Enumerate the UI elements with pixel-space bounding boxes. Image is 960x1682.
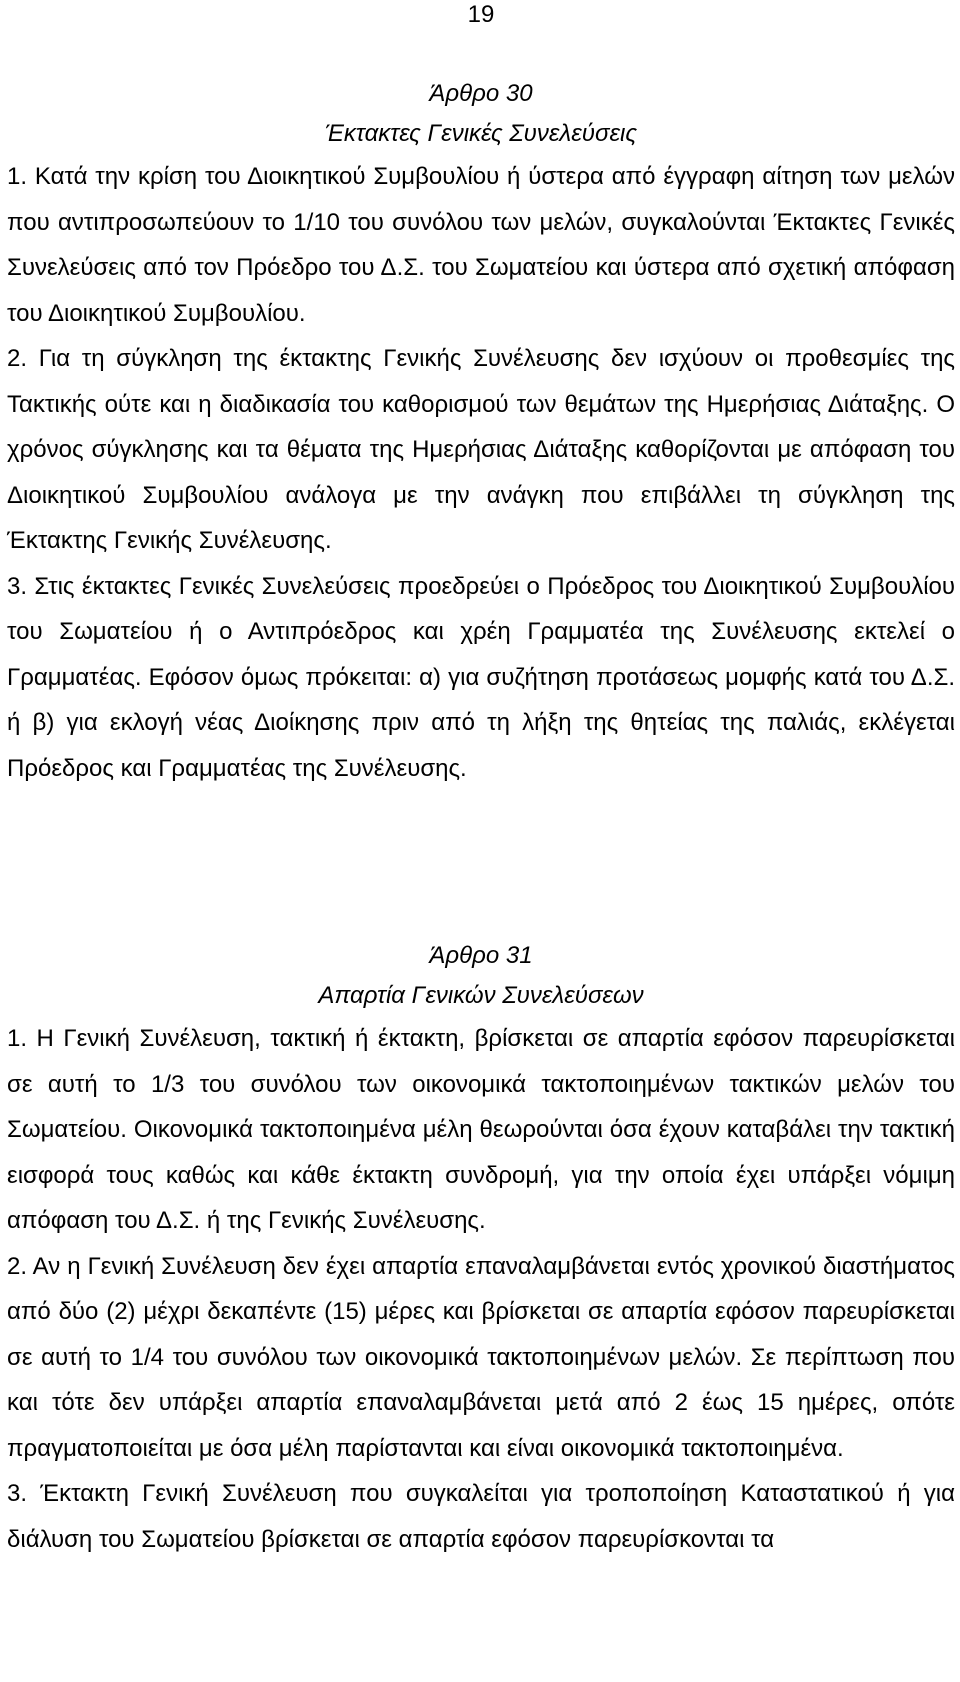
article-title: Έκτακτες Γενικές Συνελεύσεις [325,120,637,147]
paragraph: 2. Αν η Γενική Συνέλευση δεν έχει απαρτία επαναλαμβάνεται εντός χρονικού διαστήματος από δύο (2) μέχρι δεκαπέντε (15) μέρες και βρίσκεται σε απαρτία εφόσον παρευρίσκεται σε αυτή το 1/4 του συνόλου των οικονομικά τακτοποιημένων μελών. Σε περίπτωση που και τότε δεν υπάρξει απαρτία επαναλαμβάνεται μετά από 2 έως 15 ημέρες, οπότε πραγματοποιείται με όσα μέλη παρίστανται και είναι οικονομικά τακτοποιημένα. [7,1252,955,1462]
article-30 [7,74,955,791]
article-number: Άρθρο 31 [429,942,533,969]
paragraph: 1. Κατά την κρίση του Διοικητικού Συμβουλίου ή ύστερα από έγγραφη αίτηση των μελών που αντιπροσωπεύουν το 1/10 του συνόλου των μελών, συγκαλούνται Έκτακτες Γενικές Συνελεύσεις από τον Πρόεδρο του Δ.Σ. του Σωματείου και ύστερα από σχετική απόφαση του Διοικητικού Συμβουλίου. [7,163,955,327]
article-number: Άρθρο 30 [429,80,533,107]
paragraph: 2. Για τη σύγκληση της έκτακτης Γενικής Συνέλευσης δεν ισχύουν οι προθεσμίες της Τακτικής ούτε και η διαδικασία του καθορισμού των θεμάτων της Ημερήσιας Διάταξης. Ο χρόνος σύγκλησης και τα θέματα της Ημερήσιας Διάταξης καθορίζονται με απόφαση του Διοικητικού Συμβουλίου ανάλογα με την ανάγκη που επιβάλλει τη σύγκληση της Έκτακτης Γενικής Συνέλευσης. [7,345,955,554]
page-number: 19 [467,1,495,28]
article-title: Απαρτία Γενικών Συνελεύσεων [318,982,644,1009]
paragraph: 1. Η Γενική Συνέλευση, τακτική ή έκτακτη, βρίσκεται σε απαρτία εφόσον παρευρίσκεται σε αυτή το 1/3 του συνόλου των οικονομικά τακτοποιημένων τακτικών μελών του Σωματείου. Οικονομικά τακτοποιημένα μέλη θεωρούνται όσα έχουν καταβάλει την τακτική εισφορά τους καθώς και κάθε έκτακτη συνδρομή, για την οποία έχει υπάρξει νόμιμη απόφαση του Δ.Σ. ή της Γενικής Συνέλευσης. [7,1025,955,1234]
article-31 [7,936,955,1562]
paragraph: 3. Έκτακτη Γενική Συνέλευση που συγκαλείται για τροποποίηση Καταστατικού ή για διάλυση του Σωματείου βρίσκεται σε απαρτία εφόσον παρευρίσκονται τα [7,1480,955,1553]
paragraph: 3. Στις έκτακτες Γενικές Συνελεύσεις προεδρεύει ο Πρόεδρος του Διοικητικού Συμβουλίου του Σωματείου ή ο Αντιπρόεδρος και χρέη Γραμματέα της Συνέλευσης εκτελεί ο Γραμματέας. Εφόσον όμως πρόκειται: α) για συζήτηση προτάσεως μομφής κατά του Δ.Σ. ή β) για εκλογή νέας Διοίκησης πριν από τη λήξη της θητείας της παλιάς, εκλέγεται Πρόεδρος και Γραμματέας της Συνέλευσης. [7,572,955,782]
